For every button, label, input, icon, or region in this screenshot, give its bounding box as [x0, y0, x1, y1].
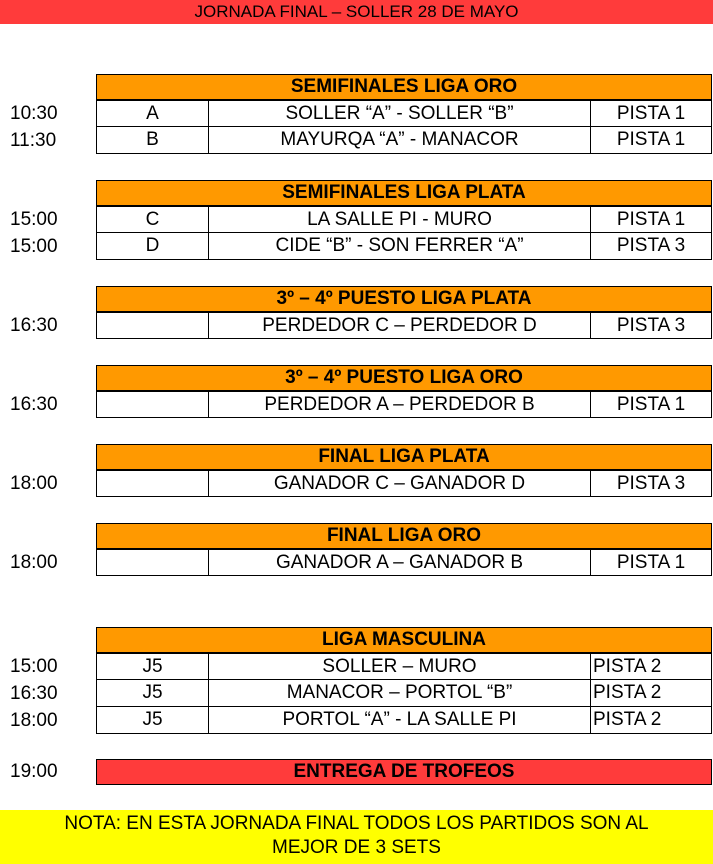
match-code — [97, 550, 209, 575]
match-code — [97, 392, 209, 417]
match-code: J5 — [97, 654, 209, 679]
trophy-ceremony-banner: ENTREGA DE TROFEOS — [96, 759, 712, 785]
table-row — [96, 127, 712, 154]
note-line-2: MEJOR DE 3 SETS — [272, 837, 441, 858]
match-teams: MAYURQA “A” - MANACOR — [209, 127, 591, 153]
match-code: D — [97, 233, 209, 259]
match-court: PISTA 3 — [616, 315, 686, 336]
ceremony-time: 19:00 — [10, 761, 58, 782]
match-code: C — [97, 207, 209, 232]
match-court: PISTA 1 — [616, 209, 686, 230]
match-court: PISTA 2 — [593, 656, 662, 677]
table-row — [96, 549, 712, 576]
match-teams: LA SALLE PI - MURO — [209, 207, 591, 232]
table-row — [96, 312, 712, 339]
table-row — [96, 100, 712, 127]
table-row — [96, 707, 712, 734]
table-row — [96, 233, 712, 260]
table-row — [96, 653, 712, 680]
section-header-semifinales-oro: SEMIFINALES LIGA ORO — [96, 74, 712, 100]
match-court: PISTA 3 — [616, 235, 686, 256]
section-header-tercer-puesto-oro: 3º – 4º PUESTO LIGA ORO — [96, 365, 712, 391]
match-code — [97, 471, 209, 496]
match-time: 16:30 — [10, 315, 58, 336]
match-code — [97, 313, 209, 338]
match-court: PISTA 3 — [616, 473, 686, 494]
match-code: B — [97, 127, 209, 153]
match-code: A — [97, 101, 209, 126]
match-time: 15:00 — [10, 236, 58, 257]
match-court: PISTA 1 — [616, 394, 686, 415]
note-line-1: NOTA: EN ESTA JORNADA FINAL TODOS LOS PARTIDOS SON AL — [64, 813, 649, 834]
match-court: PISTA 1 — [616, 129, 686, 150]
match-court: PISTA 2 — [593, 709, 662, 730]
match-teams: MANACOR – PORTOL “B” — [209, 680, 591, 706]
table-row — [96, 470, 712, 497]
table-row — [96, 680, 712, 707]
table-row — [96, 391, 712, 418]
match-teams: PERDEDOR A – PERDEDOR B — [209, 392, 591, 417]
section-header-tercer-puesto-plata: 3º – 4º PUESTO LIGA PLATA — [96, 286, 712, 312]
match-time: 15:00 — [10, 656, 58, 677]
section-header-liga-masculina: LIGA MASCULINA — [96, 627, 712, 653]
match-teams: GANADOR A – GANADOR B — [209, 550, 591, 575]
match-court: PISTA 1 — [616, 552, 686, 573]
match-time: 11:30 — [10, 130, 57, 151]
match-teams: CIDE “B” - SON FERRER “A” — [209, 233, 591, 259]
match-teams: SOLLER – MURO — [209, 654, 591, 679]
match-teams: GANADOR C – GANADOR D — [209, 471, 591, 496]
match-time: 10:30 — [10, 103, 58, 124]
page-title: JORNADA FINAL – SOLLER 28 DE MAYO — [0, 0, 713, 24]
match-teams: PORTOL “A” - LA SALLE PI — [209, 707, 591, 733]
section-header-final-plata: FINAL LIGA PLATA — [96, 444, 712, 470]
table-row — [96, 206, 712, 233]
section-header-semifinales-plata: SEMIFINALES LIGA PLATA — [96, 180, 712, 206]
match-code: J5 — [97, 680, 209, 706]
match-time: 18:00 — [10, 552, 58, 573]
match-court: PISTA 2 — [593, 682, 662, 703]
match-court: PISTA 1 — [616, 103, 686, 124]
match-code: J5 — [97, 707, 209, 733]
match-time: 18:00 — [10, 473, 58, 494]
match-teams: SOLLER “A” - SOLLER “B” — [209, 101, 591, 126]
match-time: 16:30 — [10, 683, 58, 704]
match-teams: PERDEDOR C – PERDEDOR D — [209, 313, 591, 338]
match-time: 16:30 — [10, 394, 58, 415]
match-time: 18:00 — [10, 710, 58, 731]
note-banner — [0, 810, 713, 864]
match-time: 15:00 — [10, 209, 58, 230]
section-header-final-oro: FINAL LIGA ORO — [96, 523, 712, 549]
